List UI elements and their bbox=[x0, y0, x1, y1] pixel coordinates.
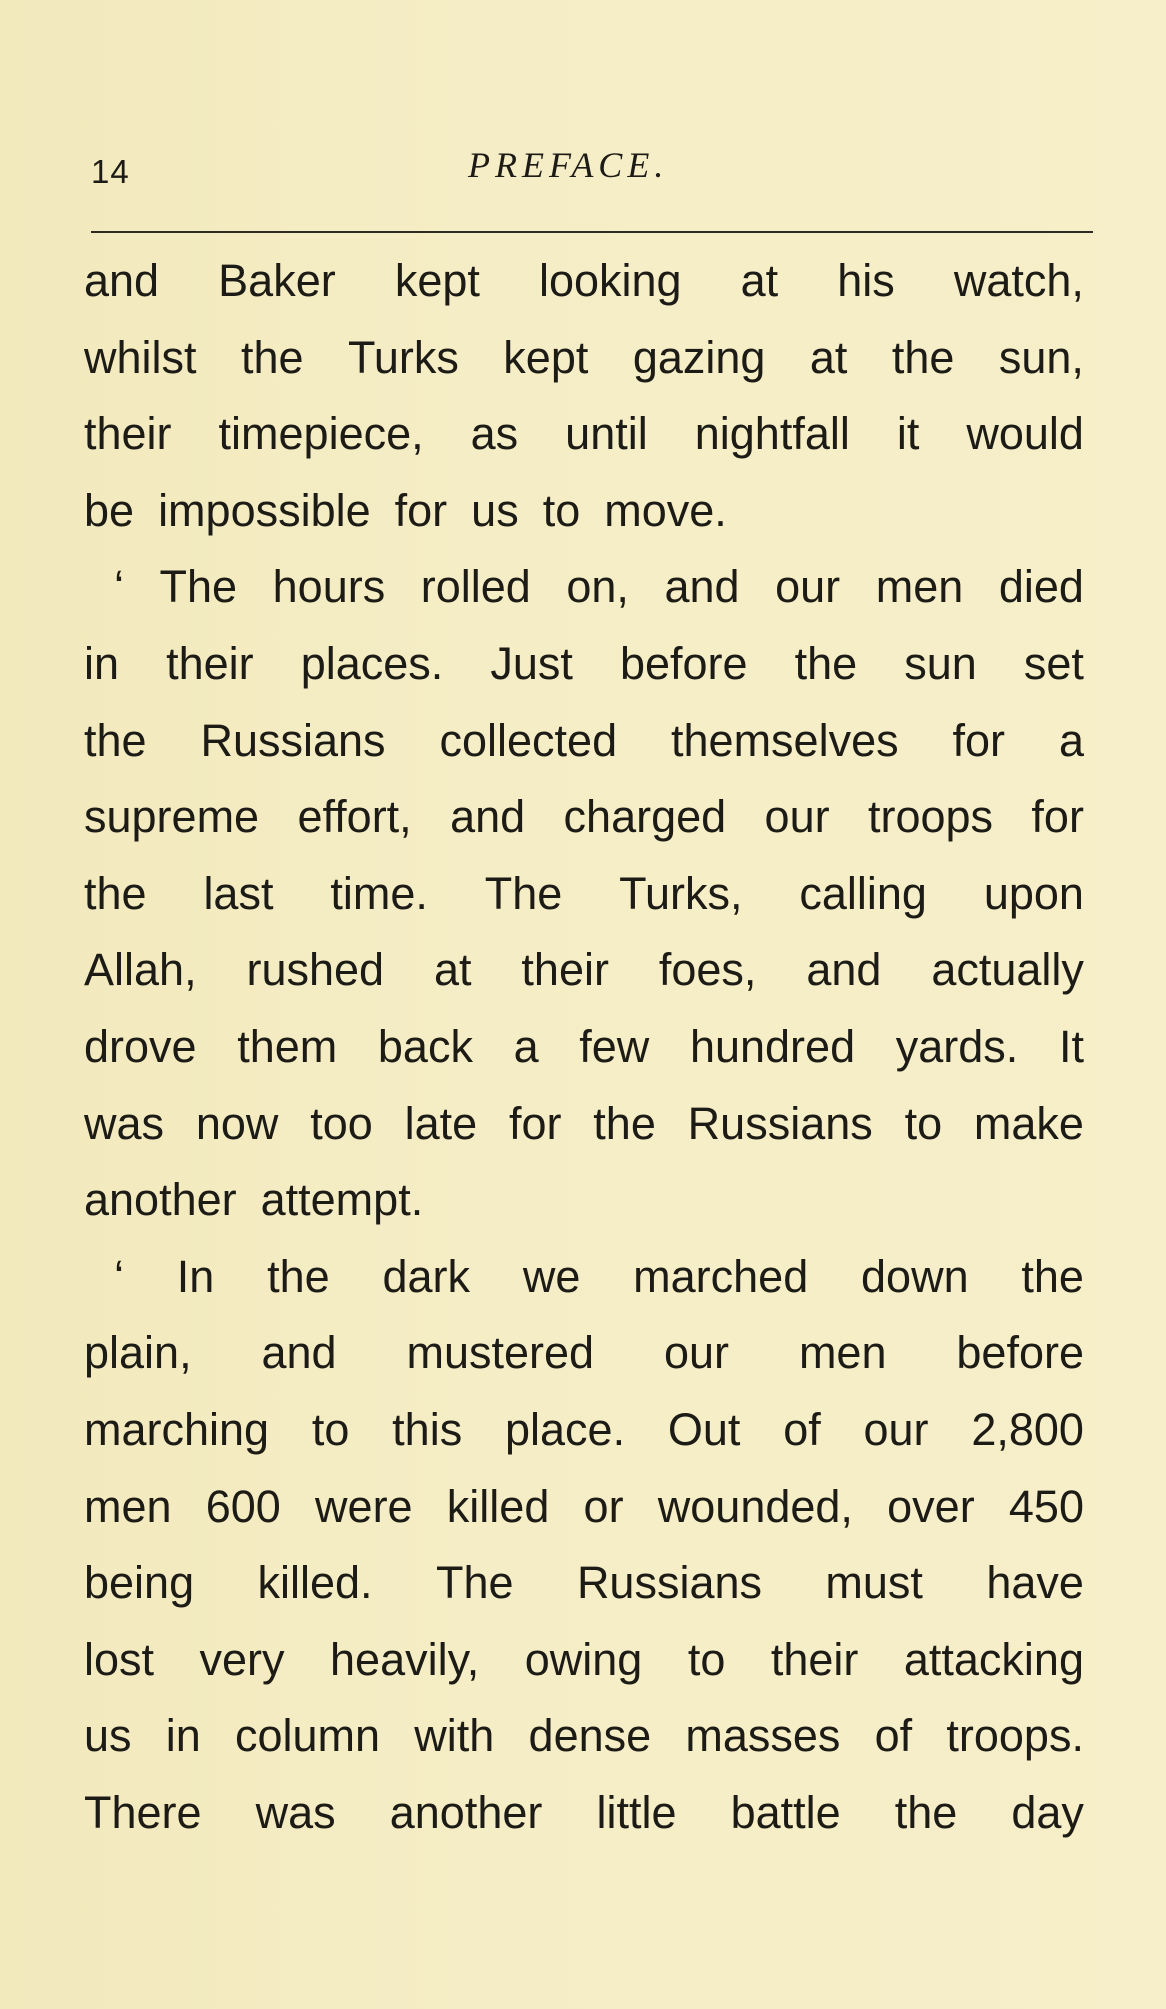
text-line: plain, and mustered our men before bbox=[84, 1327, 1084, 1379]
body-text bbox=[84, 243, 1084, 1851]
text-line: being killed. The Russians must have bbox=[84, 1557, 1084, 1609]
text-line: lost very heavily, owing to their attacking bbox=[84, 1633, 1084, 1685]
text-line: men 600 were killed or wounded, over 450 bbox=[84, 1480, 1084, 1532]
text-line: their timepiece, as until nightfall it would bbox=[84, 408, 1084, 460]
text-line: the Russians collected themselves for a bbox=[84, 714, 1084, 766]
text-line: be impossible for us to move. bbox=[84, 484, 727, 536]
running-head: PREFACE. bbox=[468, 145, 669, 185]
page-number: 14 bbox=[91, 153, 130, 190]
header-rule bbox=[91, 231, 1093, 233]
text-line: ‘ In the dark we marched down the bbox=[114, 1250, 1084, 1302]
text-line: whilst the Turks kept gazing at the sun, bbox=[84, 331, 1084, 383]
text-line: was now too late for the Russians to make bbox=[84, 1097, 1084, 1149]
text-line: us in column with dense masses of troops. bbox=[84, 1710, 1084, 1762]
text-line: drove them back a few hundred yards. It bbox=[84, 1020, 1084, 1072]
text-line: marching to this place. Out of our 2,800 bbox=[84, 1403, 1084, 1455]
text-line: supreme effort, and charged our troops for bbox=[84, 791, 1084, 843]
text-line: There was another little battle the day bbox=[84, 1786, 1084, 1838]
text-line: another attempt. bbox=[84, 1174, 424, 1226]
text-line: in their places. Just before the sun set bbox=[84, 637, 1084, 689]
text-line: ‘ The hours rolled on, and our men died bbox=[114, 561, 1084, 613]
text-line: and Baker kept looking at his watch, bbox=[84, 255, 1084, 306]
text-line: Allah, rushed at their foes, and actually bbox=[84, 944, 1084, 996]
text-line: the last time. The Turks, calling upon bbox=[84, 867, 1084, 919]
